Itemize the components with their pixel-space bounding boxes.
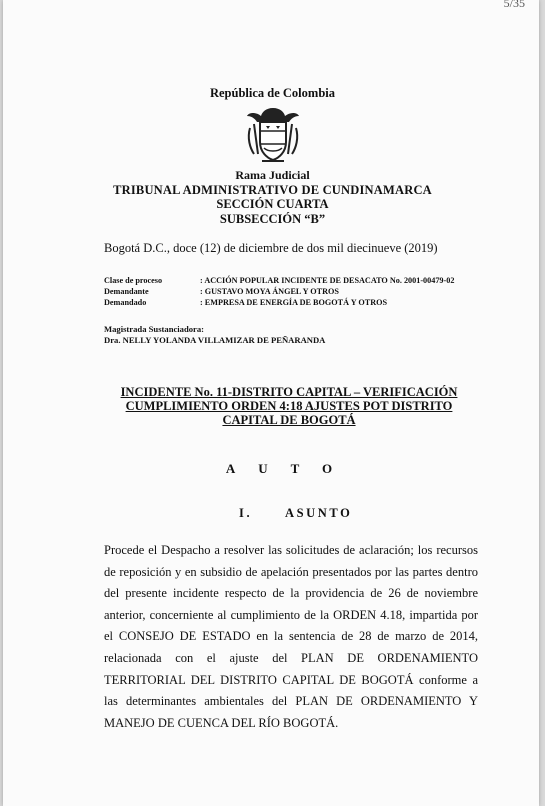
auto-heading: AUTO <box>225 461 356 476</box>
case-info <box>104 275 454 308</box>
date-line: Bogotá D.C., doce (12) de diciembre de dos mil diecinueve (2019) <box>104 241 438 255</box>
case-info-label: Demandante <box>104 287 149 296</box>
section-title: ASUNTO <box>284 506 353 520</box>
case-info-row <box>104 275 454 286</box>
asunto-heading <box>239 506 352 521</box>
section-heading: SECCIÓN CUARTA <box>216 197 329 211</box>
case-info-row <box>104 286 454 297</box>
magistrate-label: Magistrada Sustanciadora: <box>104 324 205 334</box>
case-info-row <box>104 297 454 308</box>
body-paragraph <box>104 540 478 734</box>
court-heading: TRIBUNAL ADMINISTRATIVO DE CUNDINAMARCA <box>113 183 432 197</box>
branch-heading: Rama Judicial <box>235 168 310 182</box>
case-info-value: : EMPRESA DE ENERGÍA DE BOGOTÁ Y OTROS <box>200 298 388 307</box>
case-info-value: : GUSTAVO MOYA ÁNGEL Y OTROS <box>200 287 339 296</box>
case-info-label: Demandado <box>104 298 147 307</box>
body-text: Procede el Despacho a resolver las solicitudes de aclaración; los recursos de reposición y en subsidio de apelación presentados por las partes dentro del presente incidente respecto de la providencia de 26 de noviembre anterior, concerniente al cumplimiento de la ORDEN 4.18, impartida por el CONSEJO DE ESTADO en la sentencia de 28 de marzo de 2014, relacionada con el ajuste del PLAN DE ORDENAMIENTO TERRITORIAL DEL DISTRITO CAPITAL DE BOGOTÁ conforme a las determinantes ambientales del PLAN DE ORDENAMIENTO Y MANEJO DE CUENCA DEL RÍO BOGOTÁ. <box>104 543 478 730</box>
case-info-label: Clase de proceso <box>104 276 163 285</box>
page-number: 5/35 <box>503 0 525 10</box>
country-heading: República de Colombia <box>209 86 335 100</box>
subsection-heading: SUBSECCIÓN “B” <box>219 212 326 226</box>
incident-title: INCIDENTE No. 11-DISTRITO CAPITAL – VERIFICACIÓN CUMPLIMIENTO ORDEN 4:18 AJUSTES POT DISTRITO CAPITAL DE BOGOTÁ <box>120 385 458 427</box>
section-number: I. <box>239 506 253 520</box>
magistrate-name: Dra. NELLY YOLANDA VILLAMIZAR DE PEÑARANDA <box>104 335 326 345</box>
coat-of-arms-icon <box>244 104 302 166</box>
case-info-value: : ACCIÓN POPULAR INCIDENTE DE DESACATO No. 2001-00479-02 <box>200 276 455 285</box>
magistrate-block <box>104 324 325 346</box>
